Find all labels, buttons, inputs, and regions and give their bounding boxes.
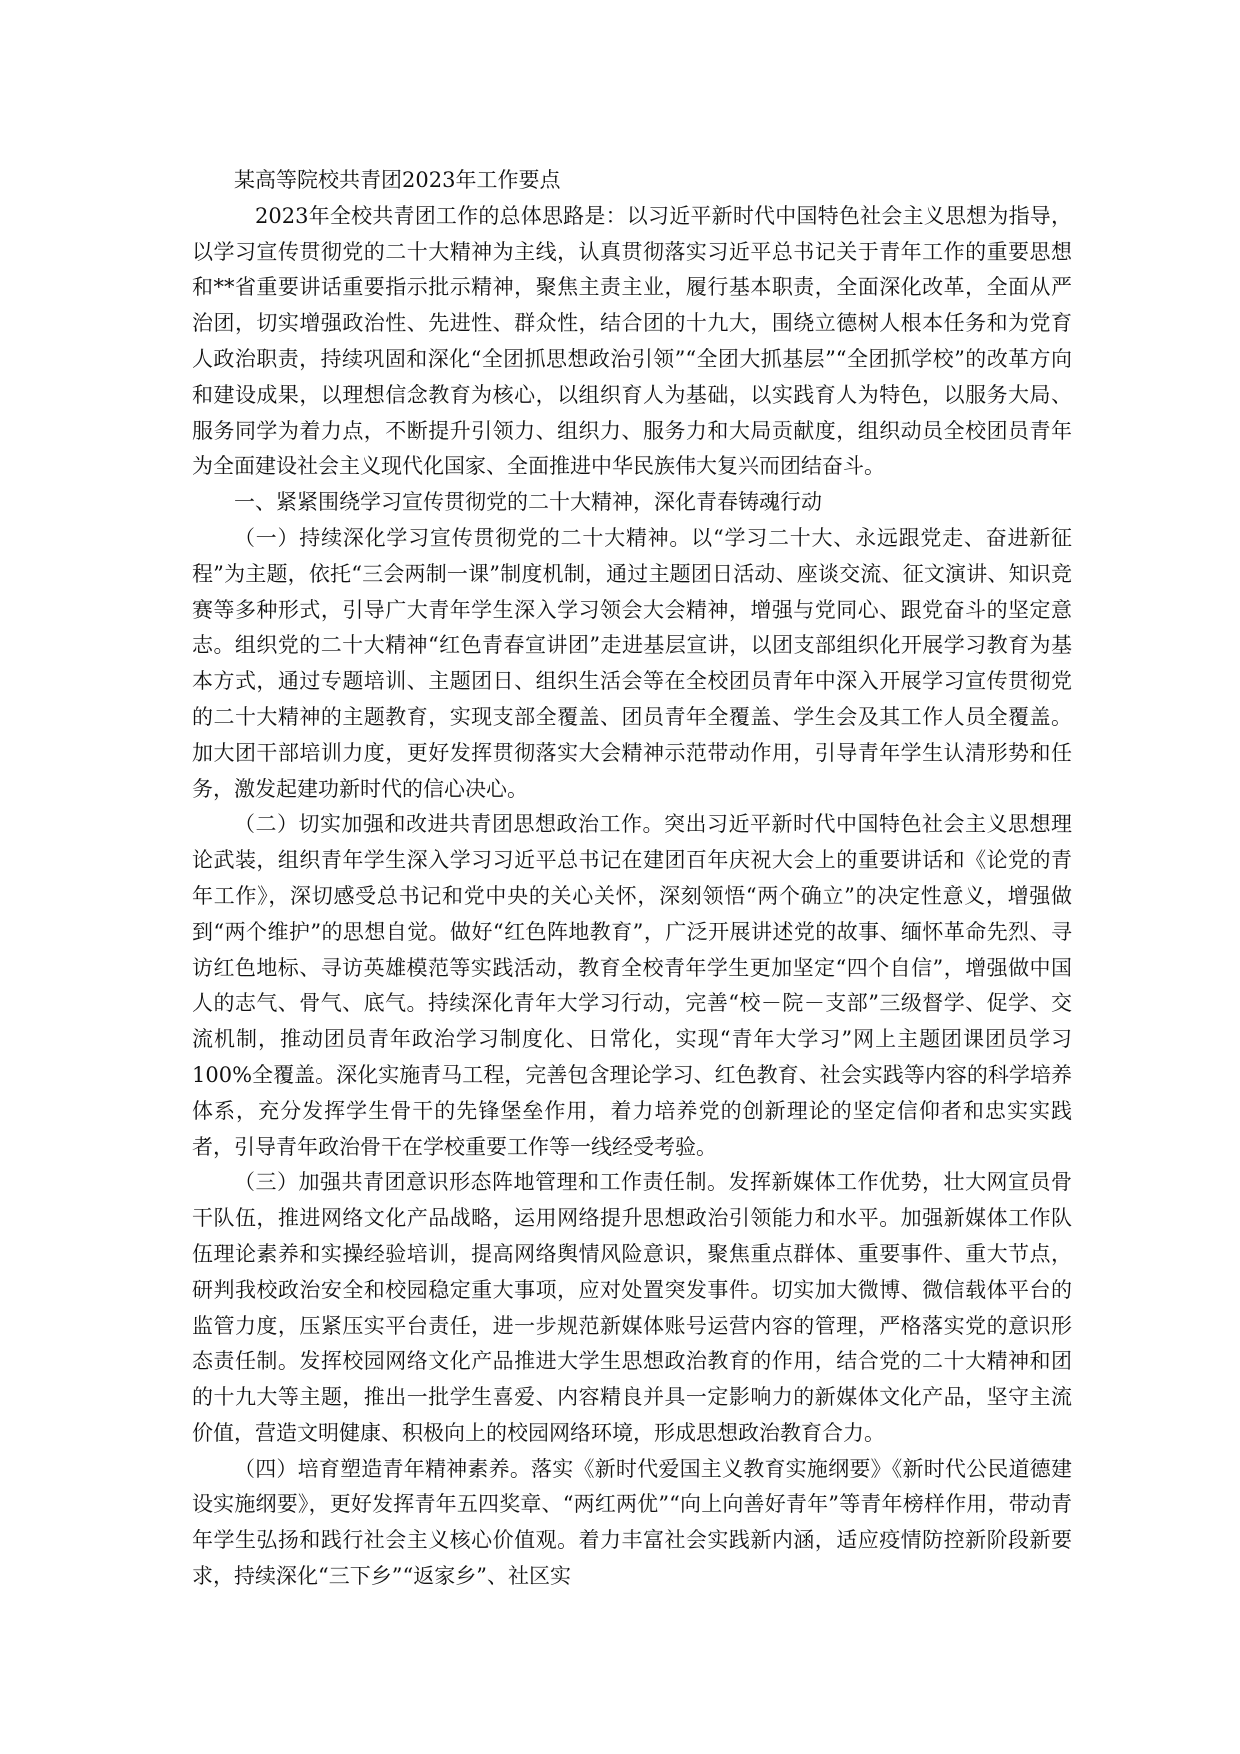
- document-title: 某高等院校共青团2023年工作要点: [234, 168, 561, 192]
- paragraph-item-4: （四）培育塑造青年精神素养。落实《新时代爱国主义教育实施纲要》《新时代公民道德建设实施纲要》，更好发挥青年五四奖章、“两红两优”“向上向善好青年”等青年榜样作用，带动青年学生弘扬和践行社会主义核心价值观。着力丰富社会实践新内涵，适应疫情防控新阶段新要求，持续深化“三下乡”“返家乡”、社区实: [192, 1456, 1072, 1589]
- paragraph-item-2: （二）切实加强和改进共青团思想政治工作。突出习近平新时代中国特色社会主义思想理论武装，组织青年学生深入学习习近平总书记在建团百年庆祝大会上的重要讲话和《论党的青年工作》，深切感受总书记和党中央的关心关怀，深刻领悟“两个确立”的决定性意义，增强做到“两个维护”的思想自觉。做好“红色阵地教育”，广泛开展讲述党的故事、缅怀革命先烈、寻访红色地标、寻访英雄模范等实践活动，教育全校青年学生更加坚定“四个自信”，增强做中国人的志气、骨气、底气。持续深化青年大学习行动，完善“校－院－支部”三级督学、促学、交流机制，推动团员青年政治学习制度化、日常化，实现“青年大学习”网上主题团课团员学习100%全覆盖。深化实施青马工程，完善包含理论学习、红色教育、社会实践等内容的科学培养体系，充分发挥学生骨干的先锋堡垒作用，着力培养党的创新理论的坚定信仰者和忠实实践者，引导青年政治骨干在学校重要工作等一线经受考验。: [192, 812, 1072, 1159]
- section-heading-1: 一、紧紧围绕学习宣传贯彻党的二十大精神，深化青春铸魂行动: [234, 490, 822, 515]
- document-body: [192, 163, 1072, 1595]
- paragraph-overview: 2023年全校共青团工作的总体思路是：以习近平新时代中国特色社会主义思想为指导，以学习宣传贯彻党的二十大精神为主线，认真贯彻落实习近平总书记关于青年工作的重要思想和**省重要讲话重要指示批示精神，聚焦主责主业，履行基本职责，全面深化改革，全面从严治团，切实增强政治性、先进性、群众性，结合团的十九大，围绕立德树人根本任务和为党育人政治职责，持续巩固和深化“全团抓思想政治引领”“全团大抓基层”“全团抓学校”的改革方向和建设成果，以理想信念教育为核心，以组织育人为基础，以实践育人为特色，以服务大局、服务同学为着力点，不断提升引领力、组织力、服务力和大局贡献度，组织动员全校团员青年为全面建设社会主义现代化国家、全面推进中华民族伟大复兴而团结奋斗。: [192, 203, 1072, 479]
- paragraph-item-3: （三）加强共青团意识形态阵地管理和工作责任制。发挥新媒体工作优势，壮大网宣员骨干队伍，推进网络文化产品战略，运用网络提升思想政治引领能力和水平。加强新媒体工作队伍理论素养和实操经验培训，提高网络舆情风险意识，聚焦重点群体、重要事件、重大节点，研判我校政治安全和校园稳定重大事项，应对处置突发事件。切实加大微博、微信载体平台的监管力度，压紧压实平台责任，进一步规范新媒体账号运营内容的管理，严格落实党的意识形态责任制。发挥校园网络文化产品推进大学生思想政治教育的作用，结合党的二十大精神和团的十九大等主题，推出一批学生喜爱、内容精良并具一定影响力的新媒体文化产品，坚守主流价值，营造文明健康、积极向上的校园网络环境，形成思想政治教育合力。: [192, 1170, 1072, 1445]
- paragraph-item-1: （一）持续深化学习宣传贯彻党的二十大精神。以“学习二十大、永远跟党走、奋进新征程”为主题，依托“三会两制一课”制度机制，通过主题团日活动、座谈交流、征文演讲、知识竞赛等多种形式，引导广大青年学生深入学习领会大会精神，增强与党同心、跟党奋斗的坚定意志。组织党的二十大精神“红色青春宣讲团”走进基层宣讲，以团支部组织化开展学习教育为基本方式，通过专题培训、主题团日、组织生活会等在全校团员青年中深入开展学习宣传贯彻党的二十大精神的主题教育，实现支部全覆盖、团员青年全覆盖、学生会及其工作人员全覆盖。加大团干部培训力度，更好发挥贯彻落实大会精神示范带动作用，引导青年学生认清形势和任务，激发起建功新时代的信心决心。: [192, 525, 1072, 801]
